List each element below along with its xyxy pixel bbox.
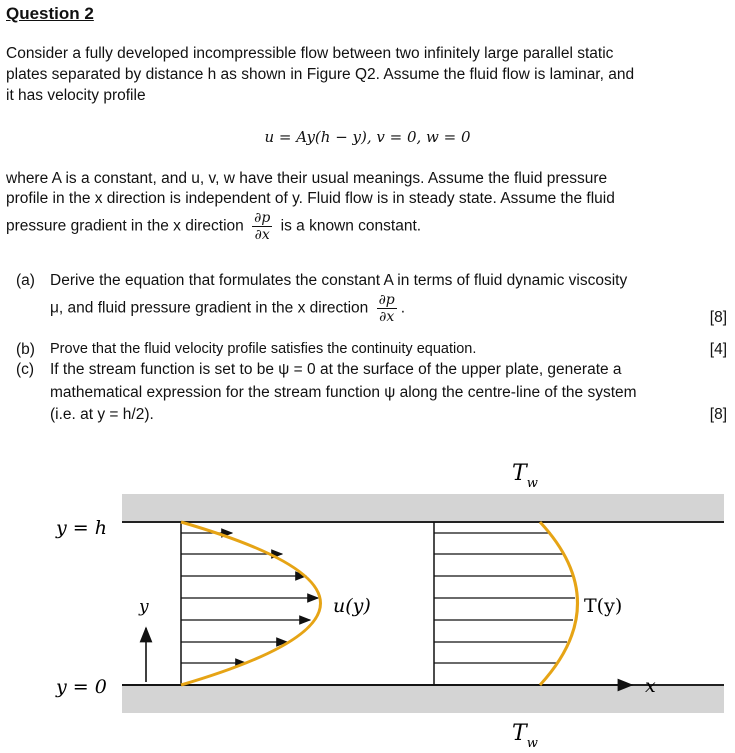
part-c-line-1: If the stream function is set to be ψ = 0 at the surface of the upper plate, generate a xyxy=(50,361,622,378)
tw-bottom-T: T xyxy=(512,721,527,746)
velocity-profile-label: u(y) xyxy=(333,595,371,617)
tw-top-label xyxy=(512,461,538,491)
intro-line-3: it has velocity profile xyxy=(6,87,146,104)
part-a-fraction-numerator: ∂p xyxy=(378,292,395,308)
velocity-profile-curve xyxy=(181,522,321,685)
y-equals-0-label: y = 0 xyxy=(56,676,107,698)
lower-plate xyxy=(122,685,724,713)
upper-plate xyxy=(122,494,724,522)
figure-q2 xyxy=(0,450,735,753)
fraction-numerator: ∂p xyxy=(254,210,271,226)
part-a-line-2-post: . xyxy=(400,299,406,317)
tw-bottom-label xyxy=(512,721,538,751)
part-a-marks: [8] xyxy=(709,309,727,326)
question-heading: Question 2 xyxy=(6,4,94,23)
para2-line-3-pre: pressure gradient in the x direction xyxy=(6,217,244,235)
para2-line-1: where A is a constant, and u, v, w have their usual meanings. Assume the fluid pressure xyxy=(6,170,608,187)
para2-line-3-post: is a known constant. xyxy=(280,217,422,235)
part-a-letter: (a) xyxy=(16,272,35,289)
tw-top-T: T xyxy=(512,461,527,486)
x-axis-label: x xyxy=(645,675,656,697)
y-axis-label: y xyxy=(139,597,149,617)
part-a-line-1: Derive the equation that formulates the constant A in terms of fluid dynamic viscosity xyxy=(50,272,628,289)
temperature-hatch-lines xyxy=(434,533,575,663)
part-c-letter: (c) xyxy=(16,361,35,378)
part-c-line-3: (i.e. at y = h/2). xyxy=(50,406,154,423)
part-a-fraction xyxy=(377,292,397,325)
part-b-line-1: Prove that the fluid velocity profile satisfies the continuity equation. xyxy=(50,341,477,357)
tw-bottom-sub: w xyxy=(526,736,538,751)
part-a-fraction-denominator: ∂x xyxy=(379,309,395,325)
part-a-line-2-pre: μ, and fluid pressure gradient in the x direction xyxy=(50,299,369,317)
fraction-denominator: ∂x xyxy=(254,227,270,243)
part-a-line-2 xyxy=(50,292,405,325)
part-b-letter: (b) xyxy=(16,341,35,358)
intro-line-1: Consider a fully developed incompressible flow between two infinitely large parallel static xyxy=(6,45,614,62)
y-equals-h-label: y = h xyxy=(56,517,107,539)
temperature-profile-label: T(y) xyxy=(584,595,623,617)
velocity-equation: u = Ay(h − y), v = 0, w = 0 xyxy=(264,128,471,146)
velocity-arrows xyxy=(181,533,318,663)
intro-line-2: plates separated by distance h as shown in Figure Q2. Assume the fluid flow is laminar, and xyxy=(6,66,635,83)
part-c-marks: [8] xyxy=(709,406,727,423)
part-c-line-2: mathematical expression for the stream function ψ along the centre-line of the system xyxy=(50,384,637,401)
para2-line-3 xyxy=(6,210,421,243)
pressure-gradient-fraction xyxy=(252,210,272,243)
temperature-profile-curve xyxy=(540,522,578,685)
para2-line-2: profile in the x direction is independent of y. Fluid flow is in steady state. Assume the fluid xyxy=(6,190,615,207)
tw-top-sub: w xyxy=(526,476,538,491)
part-b-marks: [4] xyxy=(709,341,727,358)
